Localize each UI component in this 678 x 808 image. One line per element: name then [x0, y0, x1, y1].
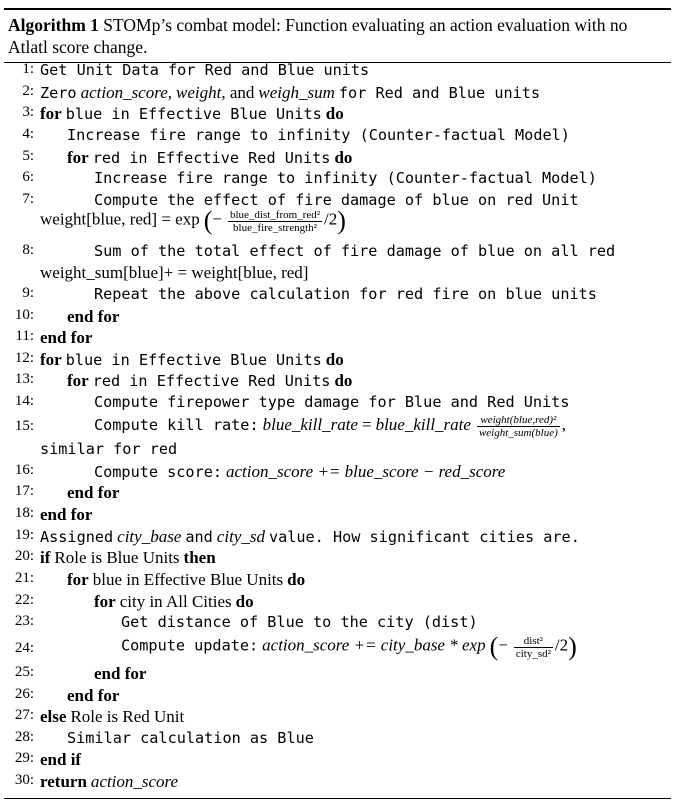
punct: , [167, 83, 173, 102]
keyword-else: else [40, 707, 67, 726]
close-paren: ) [337, 206, 346, 235]
line-number: 17: [14, 483, 34, 499]
fraction-numerator: dist² [514, 635, 553, 648]
keyword-if: if [40, 548, 51, 567]
line-number: 11: [15, 328, 34, 344]
line-number: 16: [14, 462, 34, 478]
line-number: 21: [14, 570, 34, 586]
line-text: Compute update: [121, 636, 259, 655]
line-number: 6: [22, 169, 34, 185]
line-text: Increase fire range to infinity (Counter-factual Model) [94, 169, 597, 187]
fraction-denominator: blue_fire_strength² [233, 221, 317, 234]
line-text: Similar calculation as Blue [67, 729, 314, 747]
line-number: 25: [14, 664, 34, 680]
minus-sign: − [212, 209, 222, 229]
divide-two: /2 [324, 209, 338, 229]
fraction-numerator: weight(blue,red)² [477, 414, 560, 427]
fraction-dist-over-strength [228, 209, 322, 234]
caption-text-2: Atlatl score change. [8, 37, 148, 57]
line-number: 13: [14, 371, 34, 387]
line-number: 7: [22, 191, 34, 207]
line-text: Compute firepower type damage for Blue and Red Units [94, 393, 570, 411]
line-text: value. How significant cities are. [268, 528, 580, 546]
keyword-then: then [183, 548, 216, 567]
formula-weight-sum: weight_sum[blue]+ = weight[blue, red] [40, 263, 309, 282]
line-number: 19: [14, 527, 34, 543]
line-number: 29: [14, 750, 34, 766]
line-number: 20: [14, 548, 34, 564]
keyword-do: do [334, 371, 353, 390]
line-number: 8: [22, 242, 34, 258]
line-number: 12: [14, 350, 34, 366]
line-number: 9: [22, 285, 34, 301]
var-city-base: city_base [117, 527, 182, 546]
keyword-end-for: end for [40, 328, 93, 347]
line-text: Increase fire range to infinity (Counter-factual Model) [67, 126, 570, 144]
punct: , [561, 415, 567, 435]
keyword-do: do [235, 592, 254, 611]
line-text: Role is Red Unit [70, 707, 185, 726]
line-number: 26: [14, 686, 34, 702]
line-text: blue in Effective Blue Units [65, 105, 322, 123]
caption-label: Algorithm 1 [8, 15, 99, 35]
line-number: 14: [14, 393, 34, 409]
line-text: red in Effective Red Units [92, 149, 331, 167]
line-number: 30: [14, 772, 34, 788]
divide-two: /2 [554, 635, 569, 655]
line-text: Sum of the total effect of fire damage of blue on all red [94, 242, 616, 260]
line-number: 10: [14, 307, 34, 323]
keyword-for: for [67, 570, 89, 589]
line-text: Role is Blue Units [54, 548, 180, 567]
line-text: Compute kill rate: [94, 416, 259, 435]
keyword-do: do [325, 350, 344, 369]
var-weight: weight [176, 83, 222, 102]
formula-weight-lhs: weight[blue, red] = exp [40, 209, 200, 229]
fraction-weight-ratio [477, 414, 560, 439]
var-blue-kill-rate: blue_kill_rate [375, 415, 471, 435]
var-action-score: action_score [90, 772, 179, 791]
var-city-sd: city_sd [216, 527, 265, 546]
formula-action-score: action_score += blue_score − red_score [226, 462, 506, 481]
line-text: blue in Effective Blue Units [65, 351, 322, 369]
keyword-for: for [40, 350, 62, 369]
line-number: 28: [14, 729, 34, 745]
line-number: 5: [22, 148, 34, 164]
line-number: 18: [14, 505, 34, 521]
keyword-for: for [67, 148, 89, 167]
keyword-for: for [94, 592, 116, 611]
algorithm-lines [4, 0, 671, 808]
line-text: Get distance of Blue to the city (dist) [121, 613, 478, 631]
keyword-for: for [40, 104, 62, 123]
keyword-do: do [325, 104, 344, 123]
line-number: 4: [22, 126, 34, 142]
line-text: Compute score: [94, 463, 223, 481]
line-text: Assigned [40, 528, 114, 546]
line-number: 3: [22, 104, 34, 120]
keyword-return: return [40, 772, 87, 791]
keyword-end-if: end if [40, 750, 82, 769]
fraction-denominator: city_sd² [515, 647, 551, 660]
line-text: red in Effective Red Units [92, 372, 331, 390]
fraction-dist-over-sd [514, 635, 553, 660]
line-number: 27: [14, 707, 34, 723]
keyword-end-for: end for [94, 664, 147, 683]
line-text: and [185, 528, 213, 546]
keyword-end-for: end for [67, 686, 120, 705]
minus-sign: − [498, 635, 508, 655]
keyword-end-for: end for [40, 505, 93, 524]
keyword-end-for: end for [67, 307, 120, 326]
line-text: Zero [40, 84, 77, 102]
formula-action-score-update: action_score += city_base * exp [262, 635, 486, 655]
open-paren: ( [203, 206, 213, 235]
line-text: , and [221, 83, 255, 102]
line-number: 24: [14, 640, 34, 656]
var-weigh-sum: weigh_sum [258, 83, 335, 102]
close-paren: ) [568, 632, 577, 661]
line-number: 15: [14, 418, 34, 434]
caption-text-1: STOMp’s combat model: Function evaluating an action evaluation with no [103, 15, 628, 35]
line-number: 2: [22, 83, 34, 99]
line-text: blue in Effective Blue Units [92, 570, 284, 589]
line-text: city in All Cities [119, 592, 232, 611]
line-number: 22: [14, 592, 34, 608]
keyword-for: for [67, 371, 89, 390]
keyword-do: do [287, 570, 306, 589]
var-blue-kill-rate: blue_kill_rate [262, 415, 358, 435]
line-text: for Red and Blue units [338, 84, 541, 102]
fraction-numerator: blue_dist_from_red² [229, 208, 321, 221]
keyword-end-for: end for [67, 483, 120, 502]
fraction-denominator: weight_sum(blue) [478, 427, 558, 439]
line-text: Compute the effect of fire damage of blue on red Unit [94, 191, 579, 209]
line-text: Get Unit Data for Red and Blue units [40, 61, 370, 79]
equals-sign: = [361, 415, 372, 435]
keyword-do: do [334, 148, 353, 167]
bottom-rule [4, 798, 671, 799]
var-action-score: action_score [80, 83, 168, 102]
open-paren: ( [489, 632, 499, 661]
line-number: 1: [22, 61, 34, 77]
line-number: 23: [14, 613, 34, 629]
line-text: Repeat the above calculation for red fire on blue units [94, 285, 597, 303]
line-text: similar for red [40, 440, 178, 458]
